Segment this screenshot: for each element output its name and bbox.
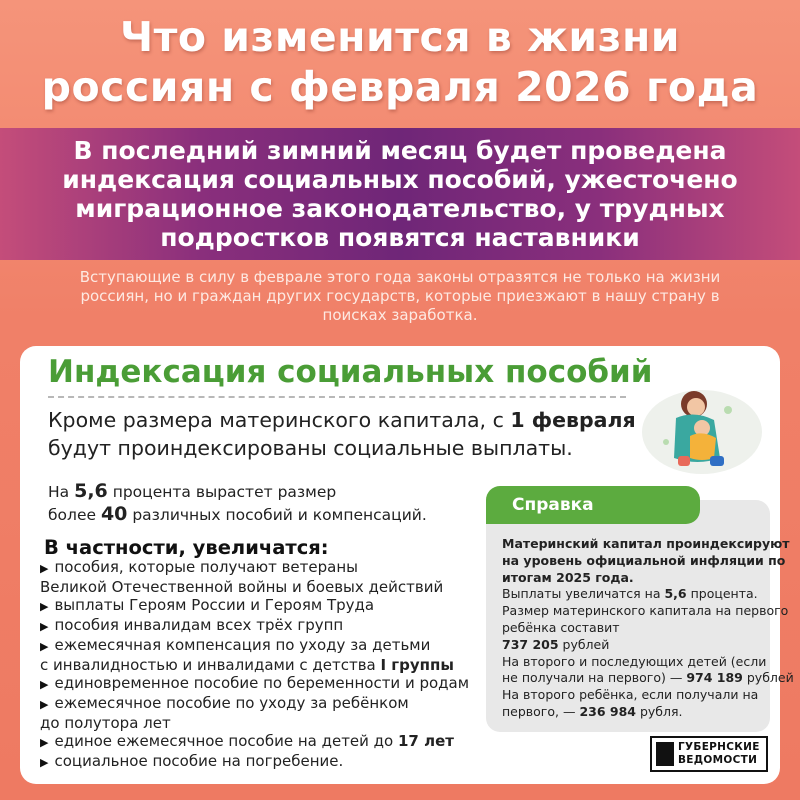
para-text: различных пособий и компенсаций. xyxy=(127,506,427,524)
section-heading: Индексация социальных пособий xyxy=(48,354,653,390)
reference-value: 737 205 xyxy=(502,636,559,652)
reference-text: На второго и последующих детей (если xyxy=(502,653,767,669)
bullet-icon: ▶ xyxy=(40,640,49,653)
list-item xyxy=(40,616,469,636)
reference-text: рублей xyxy=(742,670,794,686)
mother-with-child-illustration-icon xyxy=(632,380,772,476)
list-item xyxy=(40,636,469,656)
subtitle-text: будут проиндексированы социальные выплаты. xyxy=(48,436,573,460)
publisher-logo xyxy=(650,736,768,772)
subtitle-date: 1 февраля xyxy=(510,408,636,432)
reference-value: 236 984 xyxy=(579,703,636,719)
reference-bold-text: Материнский капитал проиндексируют xyxy=(502,536,790,551)
list-item-continuation: Великой Отечественной войны и боевых действий xyxy=(40,578,444,596)
list-item-text: единовременное пособие по беременности и родам xyxy=(54,674,470,692)
list-item-emphasis: I группы xyxy=(380,656,454,674)
bullet-icon: ▶ xyxy=(40,756,49,769)
list-item xyxy=(40,732,469,752)
benefits-list xyxy=(40,558,469,772)
list-item xyxy=(40,674,469,694)
page-title xyxy=(0,12,800,112)
lead-line: индексация социальных пособий, ужесточено xyxy=(62,165,738,194)
reference-text: ребёнка составит xyxy=(502,619,620,635)
section-subtitle xyxy=(48,406,636,462)
subtitle-text: Кроме размера материнского капитала, с xyxy=(48,408,511,432)
lead-line: В последний зимний месяц будет проведена xyxy=(73,136,727,165)
logo-mark-icon xyxy=(656,742,674,766)
bullet-icon: ▶ xyxy=(40,620,49,633)
reference-bold-text: на уровень официальной инфляции по xyxy=(502,552,786,568)
reference-body xyxy=(502,536,794,721)
para-value: 40 xyxy=(100,503,128,525)
lead-line: подростков появятся наставники xyxy=(160,223,640,252)
reference-text: рубля. xyxy=(636,703,683,719)
bullet-icon: ▶ xyxy=(40,678,49,691)
reference-text: процента. xyxy=(686,586,758,602)
list-item xyxy=(40,558,469,578)
indexation-paragraph xyxy=(48,480,427,526)
reference-label: Справка xyxy=(512,495,594,515)
list-heading: В частности, увеличатся: xyxy=(44,536,329,559)
reference-value: 5,6 xyxy=(664,586,687,602)
reference-bold-text: итогам 2025 года. xyxy=(502,569,634,585)
para-text: более xyxy=(48,506,101,524)
bullet-icon: ▶ xyxy=(40,562,49,575)
intro-paragraph: Вступающие в силу в феврале этого года законы отразятся не только на жизни россиян, но и граждан других государств, которые приезжают в нашу страну в поисках заработка. xyxy=(79,268,721,324)
title-line: россиян с февраля 2026 года xyxy=(41,63,759,111)
bullet-icon: ▶ xyxy=(40,600,49,613)
logo-line: ГУБЕРНСКИЕ xyxy=(678,741,760,753)
list-item-text: с инвалидностью и инвалидами с детства xyxy=(40,656,381,674)
para-text: процента вырастет размер xyxy=(107,483,337,501)
list-item-continuation xyxy=(40,656,469,674)
list-item-emphasis: 17 лет xyxy=(398,732,454,750)
reference-text: не получали на первого) — xyxy=(502,670,687,686)
lead-text xyxy=(0,136,800,252)
list-item-text: единое ежемесячное пособие на детей до xyxy=(54,732,398,750)
list-item-text: пособия инвалидам всех трёх групп xyxy=(54,616,344,634)
reference-value: 974 189 xyxy=(686,670,743,686)
reference-text: первого, — xyxy=(502,703,580,719)
list-item xyxy=(40,694,469,714)
bullet-icon: ▶ xyxy=(40,736,49,749)
reference-text: рублей xyxy=(558,636,610,652)
list-item-continuation: до полутора лет xyxy=(40,714,171,732)
para-text: На xyxy=(48,483,75,501)
reference-text: Размер материнского капитала на первого xyxy=(502,603,789,619)
logo-text xyxy=(678,741,760,767)
list-item-text: пособия, которые получают ветераны xyxy=(54,558,358,576)
para-value: 5,6 xyxy=(74,480,108,502)
logo-line: ВЕДОМОСТИ xyxy=(678,754,758,766)
lead-line: миграционное законодательство, у трудных xyxy=(75,194,725,223)
list-item-text: социальное пособие на погребение. xyxy=(54,752,344,770)
list-item xyxy=(40,596,469,616)
list-item-text: ежемесячная компенсация по уходу за детьми xyxy=(54,636,431,654)
title-line: Что изменится в жизни xyxy=(119,13,681,61)
reference-text: На второго ребёнка, если получали на xyxy=(502,687,759,703)
list-item xyxy=(40,752,469,772)
reference-text: Выплаты увеличатся на xyxy=(502,586,665,602)
bullet-icon: ▶ xyxy=(40,698,49,711)
list-item-text: ежемесячное пособие по уходу за ребёнком xyxy=(54,694,409,712)
list-item-text: выплаты Героям России и Героям Труда xyxy=(54,596,375,614)
dashed-divider xyxy=(48,396,626,398)
